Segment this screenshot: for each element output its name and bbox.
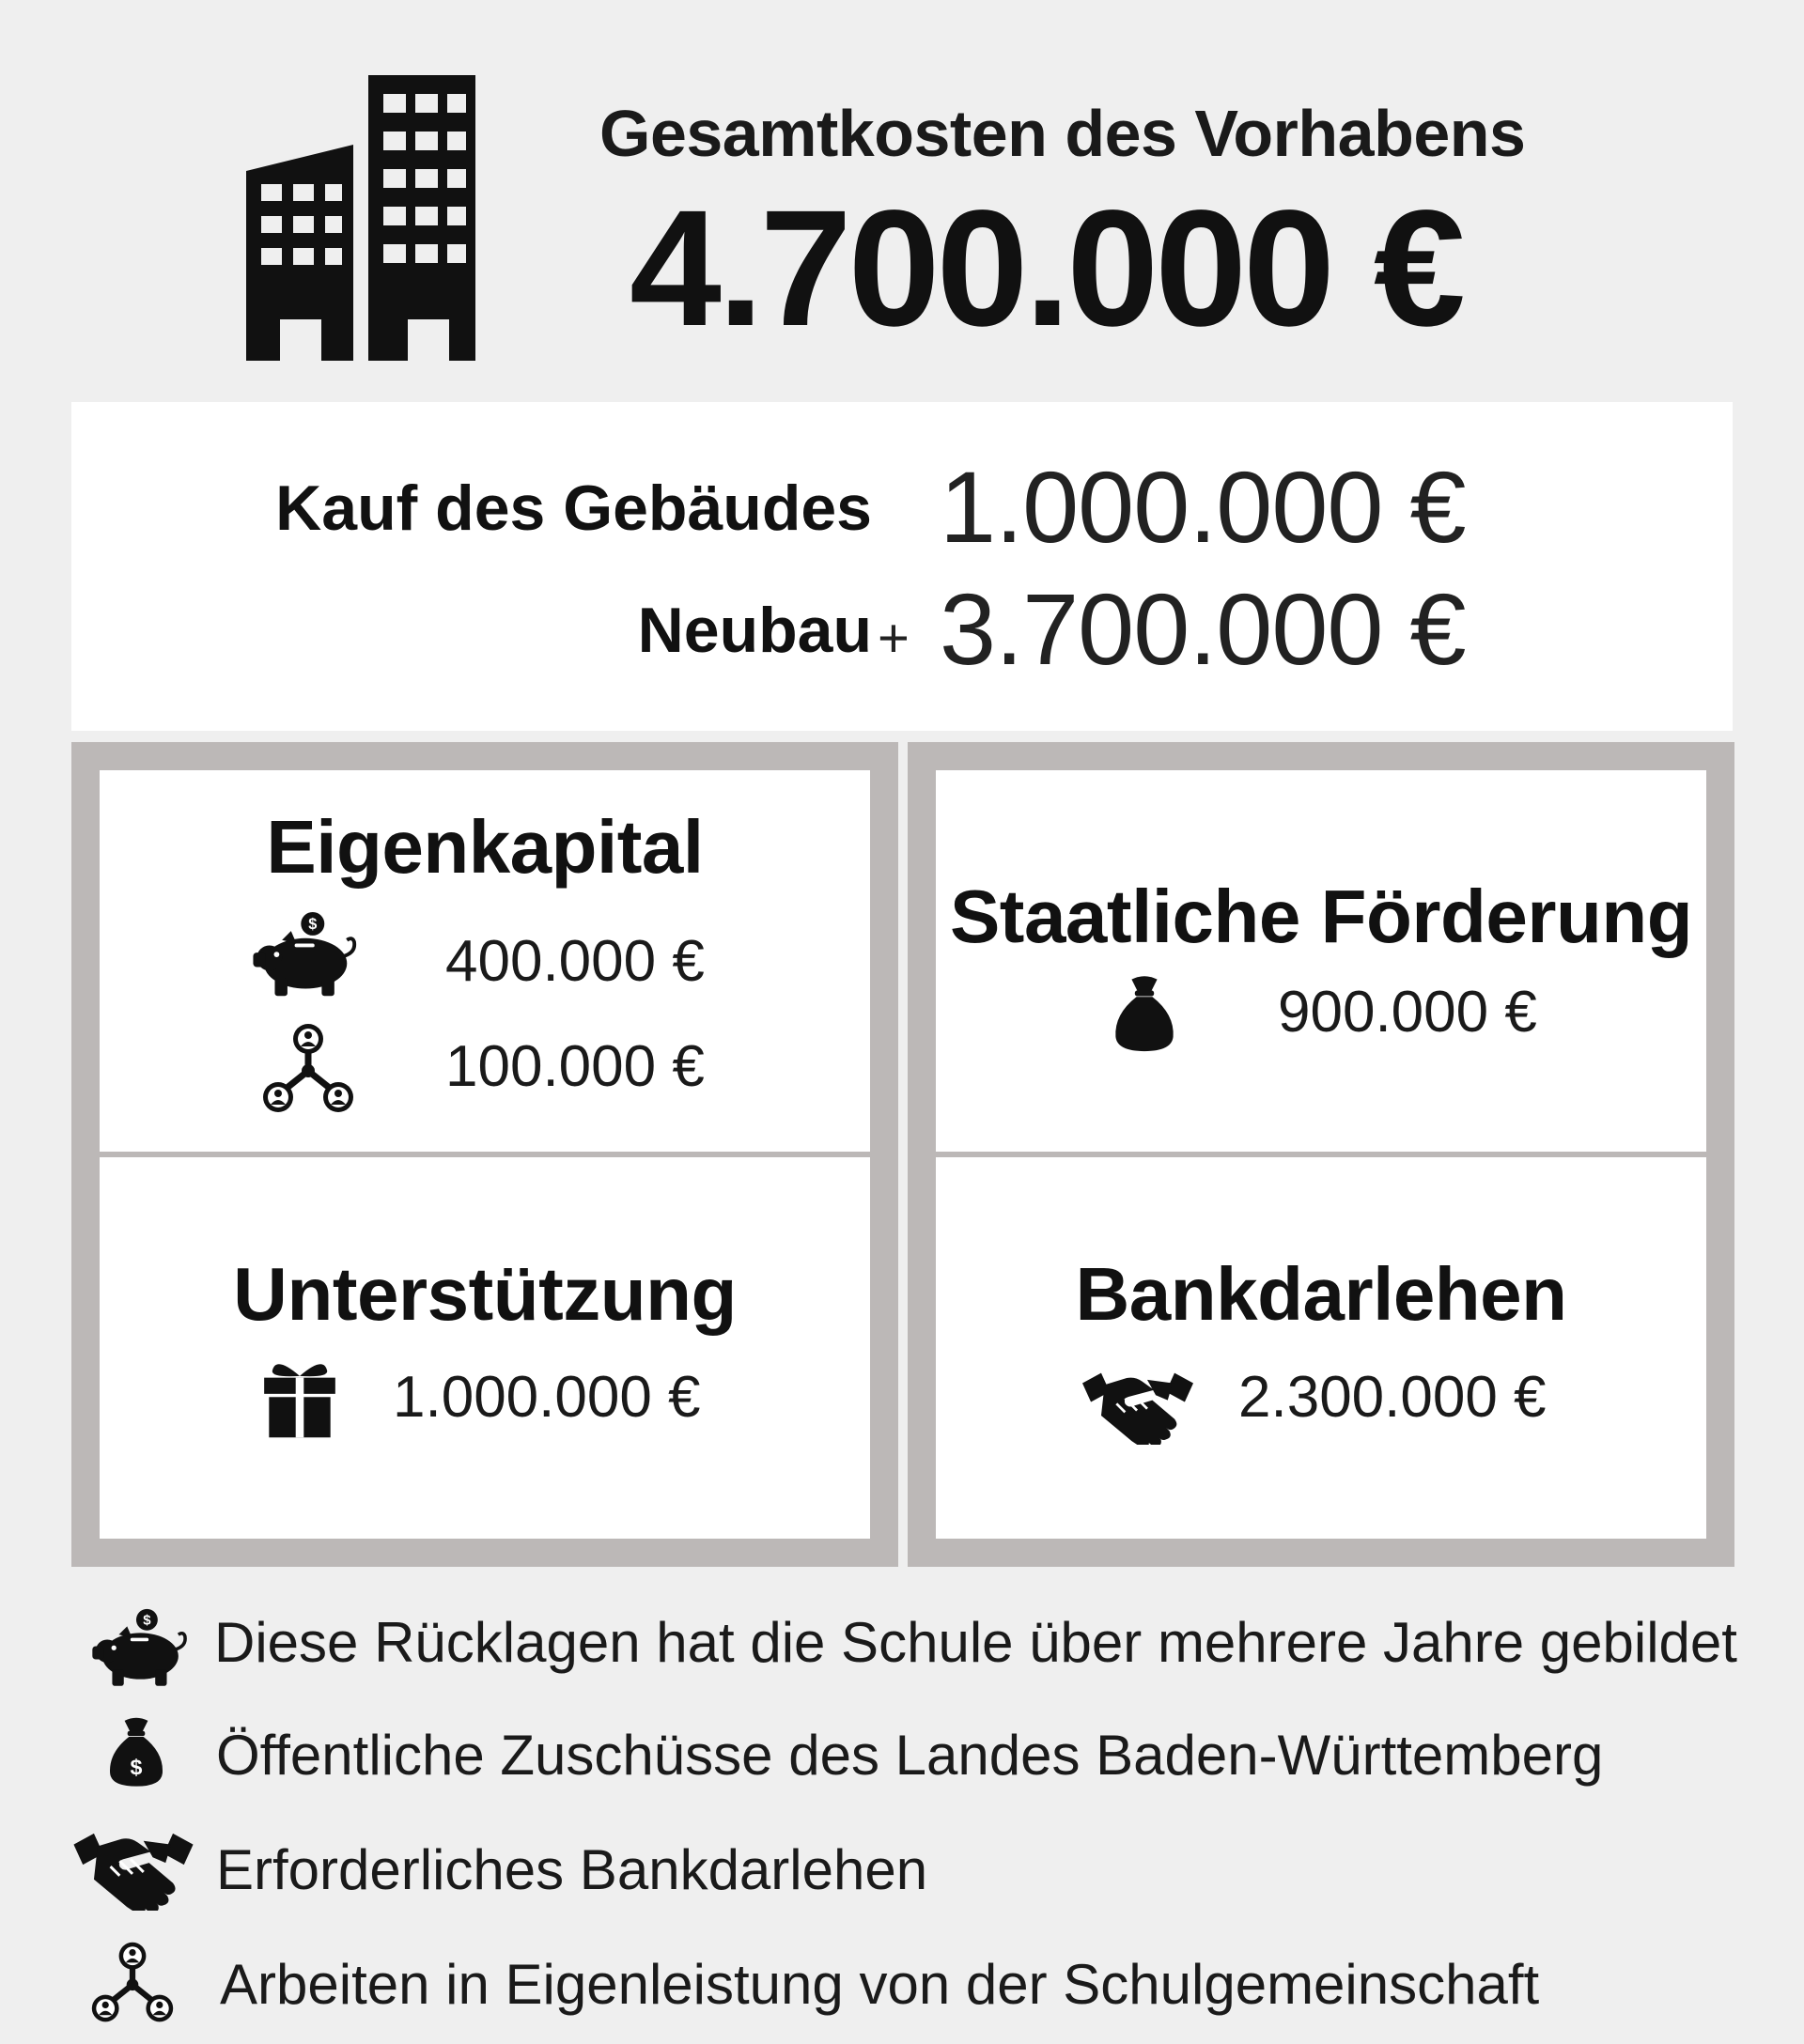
piggy-bank-icon xyxy=(88,1608,197,1691)
foerderung-title: Staatliche Förderung xyxy=(949,875,1693,958)
cost-purchase-value: 1.000.000 € xyxy=(940,450,1466,564)
cost-newbuild-value: 3.700.000 € xyxy=(940,572,1466,686)
piggy-bank-icon xyxy=(248,911,368,1001)
unterstuetzung-title: Unterstützung xyxy=(233,1252,737,1336)
card-unterstuetzung xyxy=(100,1157,870,1539)
money-bag-icon xyxy=(107,1713,165,1792)
funding-frame-left xyxy=(71,742,898,1567)
bankdarlehen-title: Bankdarlehen xyxy=(1075,1252,1567,1336)
bankdarlehen-amount: 2.300.000 € xyxy=(1238,1365,1547,1430)
legend-item-savings: Diese Rücklagen hat die Schule über mehrere Jahre gebildet xyxy=(214,1611,1737,1674)
money-bag-icon xyxy=(1112,971,1176,1058)
eigenkapital-amount-savings: 400.000 € xyxy=(445,929,705,994)
total-cost-value: 4.700.000 € xyxy=(630,177,1462,361)
community-network-icon xyxy=(90,1941,175,2025)
community-network-icon xyxy=(261,1022,355,1116)
cost-breakdown-box xyxy=(71,402,1733,731)
funding-frame-right xyxy=(908,742,1734,1567)
legend-item-loan: Erforderliches Bankdarlehen xyxy=(216,1838,928,1901)
legend-item-subsidy: Öffentliche Zuschüsse des Landes Baden-Württemberg xyxy=(216,1724,1604,1787)
plus-operator: + xyxy=(878,608,910,669)
header-label: Gesamtkosten des Vorhabens xyxy=(599,97,1526,170)
foerderung-amount: 900.000 € xyxy=(1278,980,1537,1045)
gift-icon xyxy=(259,1358,340,1439)
unterstuetzung-amount: 1.000.000 € xyxy=(393,1365,701,1430)
card-bankdarlehen xyxy=(936,1157,1706,1539)
card-foerderung xyxy=(936,770,1706,1152)
card-eigenkapital xyxy=(100,770,870,1152)
eigenkapital-amount-selfwork: 100.000 € xyxy=(445,1034,705,1099)
building-icon xyxy=(246,75,569,361)
legend-item-selfwork: Arbeiten in Eigenleistung von der Schulgemeinschaft xyxy=(220,1953,1540,2016)
cost-newbuild-label: Neubau xyxy=(637,595,872,666)
eigenkapital-title: Eigenkapital xyxy=(266,805,704,889)
cost-purchase-label: Kauf des Gebäudes xyxy=(275,472,872,544)
handshake-icon xyxy=(1082,1368,1193,1445)
handshake-icon xyxy=(73,1828,194,1911)
legend xyxy=(0,1597,1804,2044)
